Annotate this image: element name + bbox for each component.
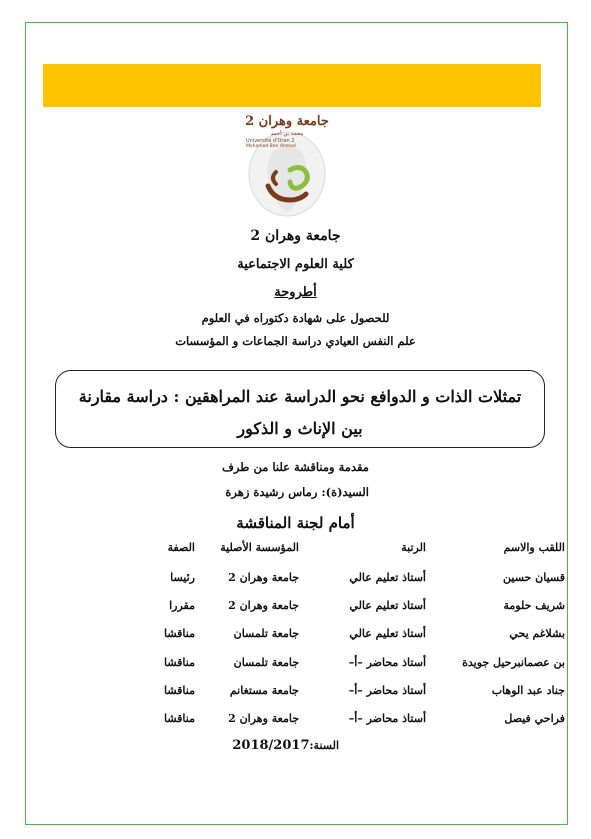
member-rank: أستاذ محاضر –أ– [348, 656, 426, 669]
logo-latin-line2: Mohamed Ben Ahmed [246, 144, 296, 149]
member-role: مناقشا [164, 656, 195, 669]
member-name: شريف حلومة [503, 599, 565, 612]
member-rank: أستاذ محاضر –أ– [348, 712, 426, 725]
header-institution: المؤسسة الأصلية [220, 541, 299, 554]
member-institution: جامعة وهران 2 [228, 712, 299, 725]
faculty-name: كلية العلوم الاجتماعية [237, 257, 354, 272]
year-label: السنة: [309, 739, 339, 752]
member-institution: جامعة وهران 2 [228, 599, 299, 612]
member-rank: أستاذ تعليم عالي [349, 599, 426, 612]
degree-line: للحصول على شهادة دكتوراه في العلوم [201, 311, 390, 325]
logo-sub-arabic: محمد بن أحمد [270, 131, 304, 137]
member-institution: جامعة تلمسان [233, 627, 299, 640]
table-row [0, 627, 591, 647]
table-row [0, 599, 591, 619]
member-role: مناقشا [164, 684, 195, 697]
university-logo [242, 112, 332, 218]
member-name: جناد عبد الوهاب [491, 684, 565, 697]
member-name: فراحي فيصل [504, 712, 565, 725]
author-line: السيد(ة): رماس رشيدة زهرة [225, 485, 369, 499]
logo-latin-line1: Université d'Oran 2 [246, 138, 295, 144]
member-rank: أستاذ تعليم عالي [349, 571, 426, 584]
member-name: بشلاغم يحي [509, 627, 565, 640]
committee-header-row [0, 541, 591, 561]
member-institution: جامعة مستغانم [229, 684, 299, 697]
header-name: اللقب والاسم [503, 541, 565, 554]
member-role: مناقشا [164, 627, 195, 640]
header-rank: الرتبة [401, 541, 426, 554]
member-rank: أستاذ تعليم عالي [349, 627, 426, 640]
presented-by-label: مقدمة ومناقشة علنا من طرف [222, 460, 369, 474]
document-type: أطروحة [274, 285, 317, 300]
member-name: قسيان حسين [503, 571, 565, 584]
member-role: مناقشا [164, 712, 195, 725]
table-row [0, 684, 591, 704]
member-institution: جامعة تلمسان [233, 656, 299, 669]
member-institution: جامعة وهران 2 [228, 571, 299, 584]
year-value: 2018/2017 [232, 738, 310, 753]
member-role: مقررا [169, 599, 195, 612]
logo-arabic-name: جامعة وهران 2 [245, 114, 329, 129]
field-line: علم النفس العيادي دراسة الجماعات و المؤسسات [175, 334, 416, 348]
table-row [0, 656, 591, 676]
thesis-title-box [55, 370, 545, 448]
thesis-title: تمثلات الذات و الدوافع نحو الدراسة عند المراهقين : دراسة مقارنة بين الإناث و الذكور [78, 387, 522, 438]
university-name: جامعة وهران 2 [250, 228, 341, 244]
member-rank: أستاذ محاضر –أ– [348, 684, 426, 697]
member-role: رئيسا [170, 571, 195, 584]
committee-title: أمام لجنة المناقشة [236, 514, 355, 532]
table-row [0, 571, 591, 591]
header-role: الصفة [167, 541, 195, 554]
member-name: بن عصمانبرحيل جويدة [462, 656, 565, 669]
header-banner [43, 64, 541, 107]
table-row [0, 712, 591, 732]
academic-year [232, 738, 339, 753]
